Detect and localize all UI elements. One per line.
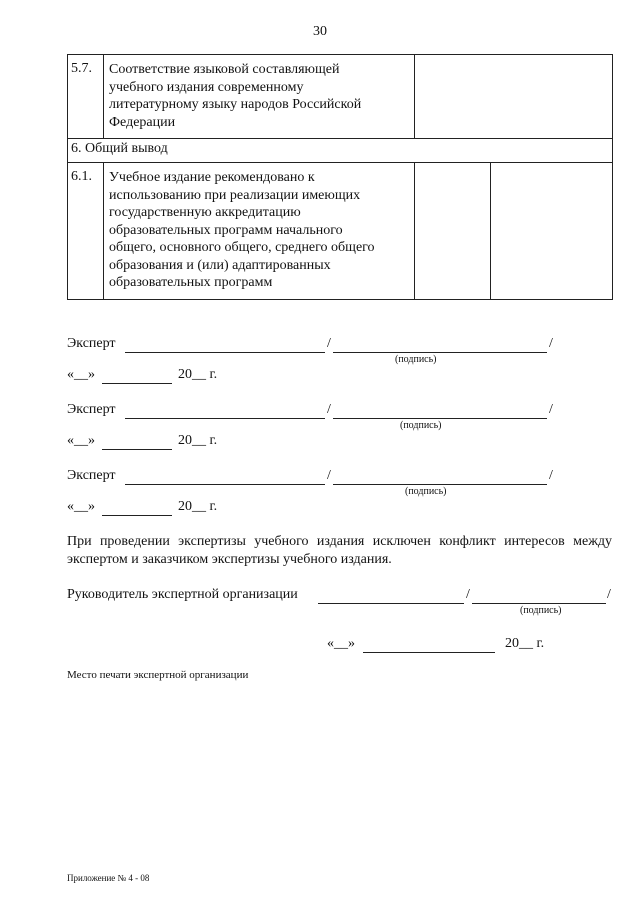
- row-number: 6.1.: [68, 163, 104, 300]
- section-heading: 6. Общий вывод: [68, 139, 613, 163]
- date-month-line[interactable]: [102, 383, 172, 384]
- slash: /: [327, 336, 331, 351]
- row-number: 5.7.: [68, 55, 104, 139]
- expert-signature-line[interactable]: [333, 418, 547, 419]
- expert-label: Эксперт: [67, 336, 116, 351]
- date-month-line[interactable]: [363, 652, 495, 653]
- date-year: 20__ г.: [178, 499, 218, 514]
- signature-caption: (подпись): [405, 486, 447, 497]
- expert-label: Эксперт: [67, 402, 116, 417]
- row-criterion-text: Учебное издание рекомендовано к использованию при реализации имеющих государственную аккредитацию образовательных программ начального общего, основного общего, среднего общего образования и (или) адаптированных образовательных программ: [104, 163, 415, 300]
- table-section-row: [68, 139, 613, 163]
- date-day: «__»: [327, 636, 355, 651]
- row-answer-cell: [415, 55, 613, 139]
- head-signature-line[interactable]: [472, 603, 606, 604]
- expert-signature-line[interactable]: [333, 484, 547, 485]
- slash: /: [327, 402, 331, 417]
- signature-caption: (подпись): [395, 354, 437, 365]
- slash: /: [549, 402, 553, 417]
- page-number: 30: [313, 24, 327, 39]
- expert-name-line[interactable]: [125, 418, 325, 419]
- expert-name-line[interactable]: [125, 484, 325, 485]
- date-year: 20__ г.: [178, 433, 218, 448]
- date-year: 20__ г.: [505, 636, 545, 651]
- row-criterion-text: Соответствие языковой составляющей учебного издания современному литературному языку народов Российской Федерации: [104, 55, 415, 139]
- footer-note: Приложение № 4 - 08: [67, 873, 150, 883]
- date-day: «__»: [67, 367, 95, 382]
- date-year: 20__ г.: [178, 367, 218, 382]
- table-row: [68, 163, 613, 300]
- expert-label: Эксперт: [67, 468, 116, 483]
- date-day: «__»: [67, 499, 95, 514]
- signature-caption: (подпись): [520, 605, 562, 616]
- slash: /: [466, 587, 470, 602]
- expert-name-line[interactable]: [125, 352, 325, 353]
- slash: /: [549, 336, 553, 351]
- head-label: Руководитель экспертной организации: [67, 587, 298, 602]
- slash: /: [607, 587, 611, 602]
- row-answer-no-cell: [491, 163, 613, 300]
- signature-caption: (подпись): [400, 420, 442, 431]
- slash: /: [549, 468, 553, 483]
- date-day: «__»: [67, 433, 95, 448]
- conflict-statement: При проведении экспертизы учебного издания исключен конфликт интересов между экспертом и заказчиком экспертизы учебного издания.: [67, 534, 612, 567]
- slash: /: [327, 468, 331, 483]
- head-name-line[interactable]: [318, 603, 464, 604]
- date-month-line[interactable]: [102, 515, 172, 516]
- expert-signature-line[interactable]: [333, 352, 547, 353]
- criteria-table: [67, 54, 613, 300]
- date-month-line[interactable]: [102, 449, 172, 450]
- seal-label: Место печати экспертной организации: [67, 669, 249, 681]
- table-row: [68, 55, 613, 139]
- row-answer-yes-cell: [415, 163, 491, 300]
